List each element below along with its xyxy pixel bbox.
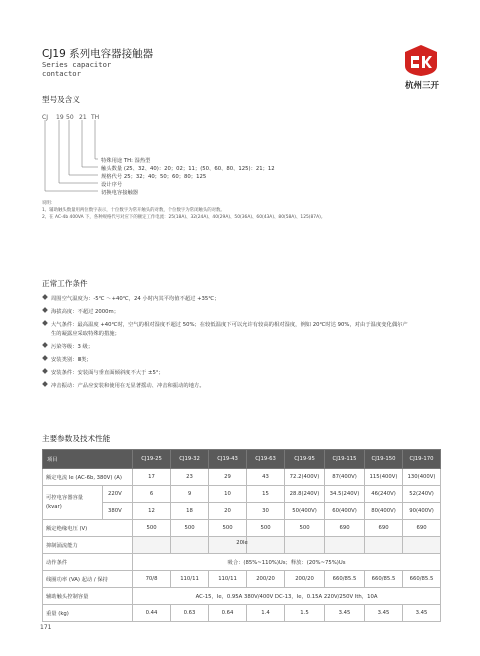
table-cell-empty (285, 537, 325, 554)
table-cell: 500 (285, 520, 325, 537)
model-code-series: CJ (42, 114, 48, 121)
note-item: 1、辅助触头数量用两位数字表示，十位数字为常开触头的对数，个位数字为常闭触头的对数。 (42, 207, 225, 213)
table-cell: 70/8 (133, 571, 171, 588)
table-row (43, 605, 441, 622)
table-cell: 200/20 (285, 571, 325, 588)
table-cell: 500 (133, 520, 171, 537)
model-desc-design: 设计序号 (101, 182, 123, 188)
params-section-title: 主要参数及技术性能 (42, 434, 111, 443)
table-cell: 17 (133, 469, 171, 486)
table-cell: 1.5 (285, 605, 325, 622)
table-cell: 0.63 (171, 605, 209, 622)
table-row (43, 571, 441, 588)
row-label: 线圈功率 (VA) 起动 / 保持 (43, 571, 133, 588)
table-cell: 60(400V) (325, 503, 365, 520)
logo-text: 杭州三开 (404, 81, 439, 91)
condition-text: 海拔高度：不超过 2000m； (51, 309, 119, 315)
model-code-special: TH (91, 114, 100, 121)
condition-text: 冲击振动：产品应安装和使用在无显著摇动、冲击和振动的地方。 (51, 383, 205, 389)
table-row (43, 554, 441, 571)
voltage-cell: 220V (103, 486, 133, 503)
header-cell: CJ19-32 (171, 450, 209, 469)
table-cell: 10 (209, 486, 247, 503)
condition-item (42, 381, 205, 389)
table-cell: 0.64 (209, 605, 247, 622)
table-cell: 690 (325, 520, 365, 537)
table-cell: 6 (133, 486, 171, 503)
row-label: 重量 (kg) (43, 605, 133, 622)
table-cell: 3.45 (403, 605, 441, 622)
company-logo (401, 44, 441, 77)
condition-item (42, 294, 220, 302)
condition-item (42, 307, 119, 315)
condition-text: 大气条件：最高温度 +40℃时，空气的相对湿度不超过 50%；在较低温度下可以允许有较高的相对湿度，例如 20℃时达 90%，对由于温度变化偶尔产 (51, 322, 408, 328)
table-cell: 130(400V) (403, 469, 441, 486)
table-cell: 23 (171, 469, 209, 486)
table-cell-empty (403, 537, 441, 554)
surge-value: 20Ie (236, 540, 248, 546)
table-row (43, 503, 441, 520)
params-table (42, 449, 441, 622)
table-cell-merged: 吸合：(85%~110%)Us；释放：(20%~75%)Us (133, 554, 441, 571)
table-cell-merged: AC-15，Ie，0.95A 380V/400V DC-13，Ie，0.15A 220V/250V Ith，10A (133, 588, 441, 605)
header-cell: CJ19-63 (247, 450, 285, 469)
row-label: 辅助触头控制容量 (43, 588, 133, 605)
condition-item (42, 355, 92, 363)
table-row (43, 469, 441, 486)
page-number: 171 (40, 624, 52, 631)
row-label (43, 486, 103, 520)
table-cell: 30 (247, 503, 285, 520)
condition-text: 污染等级：3 级； (51, 344, 94, 350)
row-label: 额定电流 Ie (AC-6b, 380V) (A) (43, 469, 133, 486)
english-subtitle-line-2: contactor (42, 68, 81, 78)
table-cell: 50(400V) (285, 503, 325, 520)
table-cell: 12 (133, 503, 171, 520)
table-header-row (43, 450, 441, 469)
table-cell: 43 (247, 469, 285, 486)
table-cell: 87(400V) (325, 469, 365, 486)
header-cell: 项目 (43, 450, 133, 469)
table-cell: 115(400V) (365, 469, 403, 486)
model-code-design: 19 (56, 114, 64, 121)
model-desc-contacts: 触头数量 (25、32、40)：20；02；11；(50、60、80、125)：21；12 (101, 166, 275, 172)
header-cell: CJ19-170 (403, 450, 441, 469)
row-label: 动作条件 (43, 554, 133, 571)
table-cell: 29 (209, 469, 247, 486)
table-cell: 0.44 (133, 605, 171, 622)
table-cell: 46(240V) (365, 486, 403, 503)
table-cell: 34.5(240V) (325, 486, 365, 503)
bullet-icon (42, 294, 48, 300)
header-cell: CJ19-95 (285, 450, 325, 469)
table-cell: 500 (247, 520, 285, 537)
table-cell: 90(400V) (403, 503, 441, 520)
english-subtitle-line-1: Series capacitor (42, 60, 112, 69)
bullet-icon (42, 307, 48, 313)
bullet-icon (42, 368, 48, 374)
condition-item (42, 342, 93, 350)
english-subtitle (42, 61, 111, 78)
table-cell: 110/11 (171, 571, 209, 588)
header-cell: CJ19-150 (365, 450, 403, 469)
conditions-section-title: 正常工作条件 (42, 279, 88, 288)
table-row (43, 588, 441, 605)
table-cell: 3.45 (325, 605, 365, 622)
condition-text: 周围空气温度为：-5℃ ～+40℃，24 小时内其平均值不超过 +35℃； (51, 296, 220, 302)
table-cell: 20 (209, 503, 247, 520)
model-desc-series: 切换电容接触器 (101, 190, 139, 196)
table-cell-empty (133, 537, 171, 554)
table-cell: 15 (247, 486, 285, 503)
table-cell: 18 (171, 503, 209, 520)
bullet-icon (42, 355, 48, 361)
condition-text: 安装条件：安装面与垂直面倾斜度不大于 ±5°； (51, 370, 164, 376)
condition-item (42, 368, 164, 376)
table-cell: 690 (365, 520, 403, 537)
table-cell: 660/85.5 (365, 571, 403, 588)
page-title: CJ19 系列电容器接触器 (42, 48, 154, 60)
bullet-icon (42, 342, 48, 348)
table-row (43, 520, 441, 537)
table-cell: 80(400V) (365, 503, 403, 520)
table-cell: 28.8(240V) (285, 486, 325, 503)
table-cell: 52(240V) (403, 486, 441, 503)
bullet-icon (42, 320, 48, 326)
row-label-line: 可控电容器容量 (46, 494, 84, 501)
voltage-cell: 380V (103, 503, 133, 520)
row-label: 额定绝缘电压 (V) (43, 520, 133, 537)
header-cell: CJ19-43 (209, 450, 247, 469)
table-cell: 500 (209, 520, 247, 537)
table-cell-empty (365, 537, 403, 554)
row-label: 抑制涌流能力 (43, 537, 133, 554)
model-notes (42, 201, 325, 221)
model-desc-special: 特殊用途 TH: 湿热型 (101, 158, 151, 164)
note-heading: 说明： (42, 201, 56, 206)
table-cell: 72.2(400V) (285, 469, 325, 486)
note-item: 2、在 AC-4b 400VA 下，各种规格代号对应下的额定工作电流：25(18A)、32(24A)、40(29A)、50(36A)、60(43A)、80(58A)、125(87A)。 (42, 214, 326, 220)
model-desc-spec: 规格代号 25；32；40；50；60；80；125 (101, 174, 207, 180)
row-label-line: (kvar) (46, 503, 62, 510)
table-cell: 1.4 (247, 605, 285, 622)
model-code-contacts: 21 (79, 114, 87, 121)
header-cell: CJ19-115 (325, 450, 365, 469)
table-cell: 3.45 (365, 605, 403, 622)
table-cell: 200/20 (247, 571, 285, 588)
table-cell-empty (325, 537, 365, 554)
table-cell: 660/85.5 (325, 571, 365, 588)
table-cell: 9 (171, 486, 209, 503)
table-cell: 500 (171, 520, 209, 537)
table-cell-empty (171, 537, 209, 554)
model-code-spec: 50 (66, 114, 74, 121)
bullet-icon (42, 381, 48, 387)
table-cell: 690 (403, 520, 441, 537)
model-section-title: 型号及含义 (42, 95, 80, 104)
table-cell: 110/11 (209, 571, 247, 588)
condition-item (42, 320, 408, 328)
table-row (43, 486, 441, 503)
condition-continuation: 生的凝露应采取特殊的措施； (51, 331, 120, 337)
table-cell: 660/85.5 (403, 571, 441, 588)
condition-text: 安装类别：Ⅲ类； (51, 357, 92, 363)
header-cell: CJ19-25 (133, 450, 171, 469)
